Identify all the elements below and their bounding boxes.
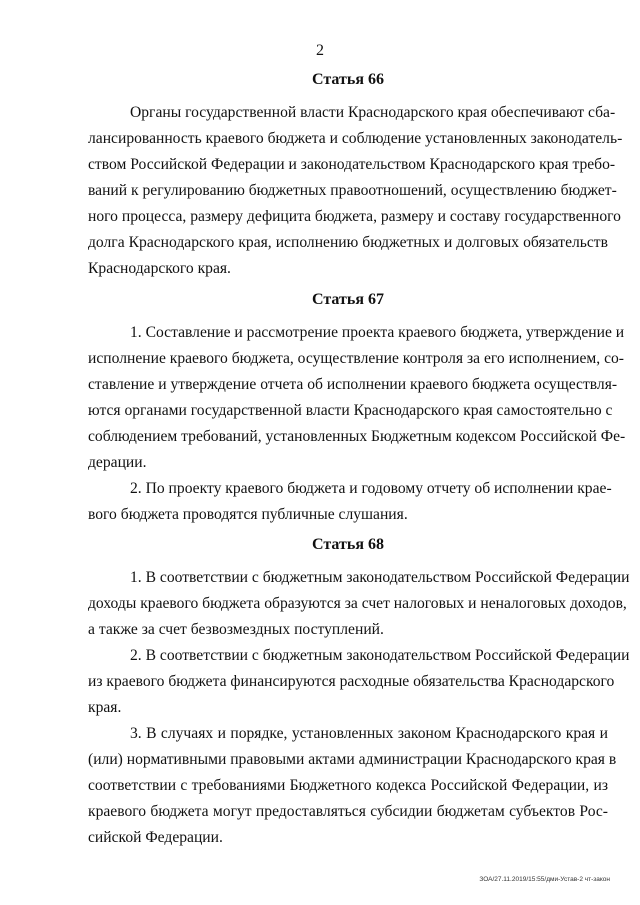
text-line: соответствии с требованиями Бюджетного кодекса Российской Федерации, из [88, 777, 608, 794]
paragraph [88, 643, 630, 721]
article-title: Статья 66 [312, 71, 384, 88]
text-line: дерации. [88, 454, 147, 471]
text-line: доходы краевого бюджета образуются за счет налоговых и неналоговых доходов, [88, 595, 627, 612]
text-line: 1. Составление и рассмотрение проекта краевого бюджета, утверждение и [130, 324, 625, 341]
paragraph [88, 320, 626, 476]
text-line: края. [88, 699, 122, 716]
article-title: Статья 68 [312, 536, 384, 553]
paragraph [88, 476, 612, 528]
text-line: из краевого бюджета финансируются расходные обязательства Краснодарского [88, 673, 615, 690]
text-line: ставление и утверждение отчета об исполнении краевого бюджета осуществля- [88, 376, 618, 393]
text-line: ваний к регулированию бюджетных правоотношений, осуществлению бюджет- [88, 182, 617, 199]
text-line: ются органами государственной власти Краснодарского края самостоятельно с [88, 402, 613, 419]
text-line: вого бюджета проводятся публичные слушания. [88, 506, 408, 523]
text-line: (или) нормативными правовыми актами администрации Краснодарского края в [88, 751, 617, 768]
text-line: 3. В случаях и порядке, установленных законом Краснодарского края и [130, 725, 608, 742]
paragraph [88, 721, 617, 851]
article-67 [88, 290, 626, 528]
text-line: краевого бюджета могут предоставляться субсидии бюджетам субъектов Рос- [88, 803, 608, 820]
text-line: исполнение краевого бюджета, осуществление контроля за его исполнением, со- [88, 350, 625, 367]
paragraph [88, 565, 630, 643]
text-line: 1. В соответствии с бюджетным законодательством Российской Федерации [130, 569, 630, 586]
article-66 [88, 70, 623, 282]
text-line: сийской Федерации. [88, 829, 223, 846]
text-line: лансированность краевого бюджета и соблюдение установленных законодатель- [88, 130, 623, 147]
text-line: Органы государственной власти Краснодарского края обеспечивают сба- [130, 104, 616, 121]
document-footer-code: ЗОА/27.11.2019/15:55/дми-Устав-2 чт-закон [479, 876, 610, 883]
text-line: Краснодарского края. [88, 260, 231, 277]
article-title: Статья 67 [312, 291, 384, 308]
page-number: 2 [316, 42, 324, 59]
text-line: ством Российской Федерации и законодательством Краснодарского края требо- [88, 156, 616, 173]
article-68 [88, 535, 630, 851]
text-line: ного процесса, размеру дефицита бюджета, размеру и составу государственного [88, 208, 621, 225]
text-line: 2. По проекту краевого бюджета и годовому отчету об исполнении крае- [130, 480, 612, 497]
text-line: 2. В соответствии с бюджетным законодательством Российской Федерации [130, 647, 630, 664]
text-line: соблюдением требований, установленных Бюджетным кодексом Российской Фе- [88, 428, 626, 445]
paragraph [88, 100, 623, 282]
text-line: долга Краснодарского края, исполнению бюджетных и долговых обязательств [88, 234, 608, 251]
text-line: а также за счет безвозмездных поступлений. [88, 621, 384, 638]
